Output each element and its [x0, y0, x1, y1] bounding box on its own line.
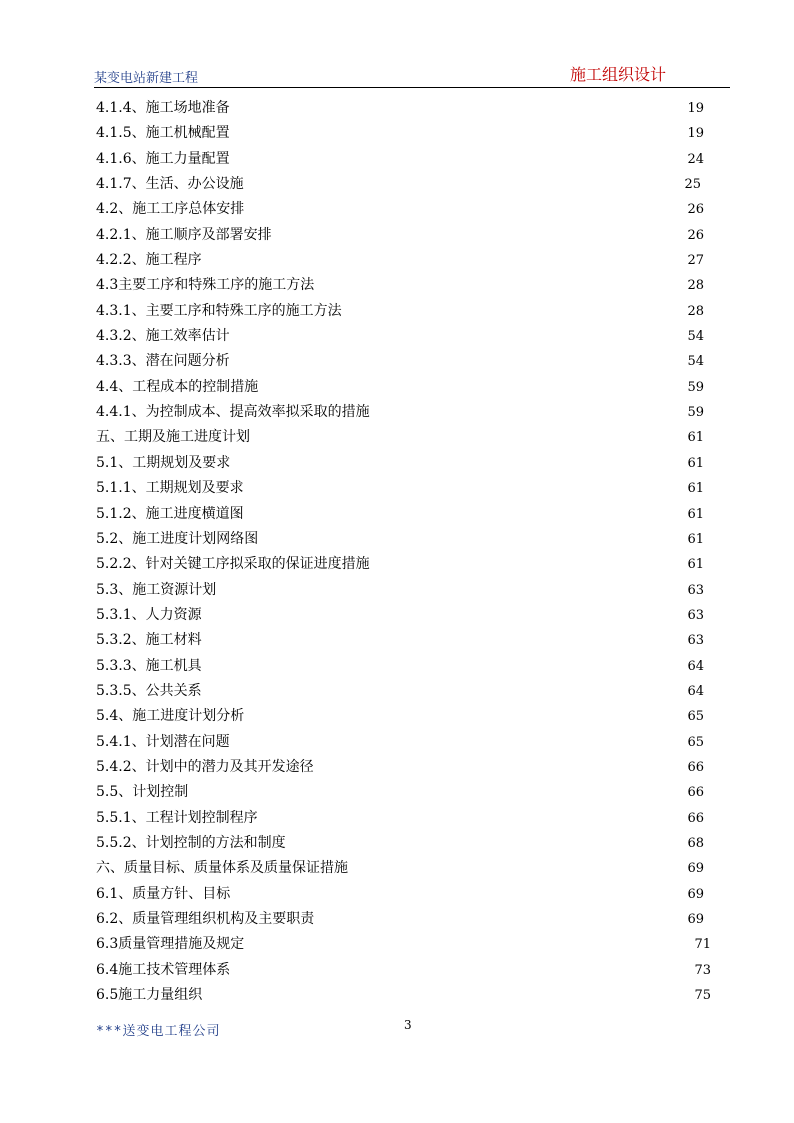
toc-entry-page: 69 — [687, 886, 704, 902]
toc-entry-page: 61 — [687, 531, 704, 547]
toc-entry[interactable] — [0, 223, 794, 248]
toc-entry[interactable] — [0, 654, 794, 679]
toc-entry-title: 4.1.4、施工场地准备 — [96, 100, 230, 116]
toc-entry[interactable] — [0, 147, 794, 172]
toc-entry-title: 5.4.2、计划中的潜力及其开发途径 — [96, 758, 314, 775]
toc-entry-title: 6.2、质量管理组织机构及主要职责 — [96, 911, 315, 927]
toc-entry-page: 65 — [687, 734, 704, 750]
toc-entry-title: 6.3质量管理措施及规定 — [96, 936, 245, 953]
toc-entry-page: 73 — [694, 962, 711, 978]
toc-entry[interactable] — [0, 451, 794, 476]
toc-entry-page: 64 — [687, 658, 704, 674]
toc-entry-title: 5.3、施工资源计划 — [96, 581, 217, 598]
toc-entry-page: 24 — [687, 151, 704, 167]
toc-entry-page: 66 — [687, 759, 704, 775]
toc-entry-title: 5.3.5、公共关系 — [96, 682, 202, 699]
toc-entry[interactable] — [0, 958, 794, 983]
document-type: 施工组织设计 — [569, 65, 666, 84]
toc-entry-title: 六、质量目标、质量体系及质量保证措施 — [96, 860, 348, 877]
toc-entry[interactable] — [0, 856, 794, 881]
page-header — [94, 62, 730, 88]
toc-entry[interactable] — [0, 502, 794, 527]
toc-entry-page: 71 — [694, 937, 711, 953]
toc-entry[interactable] — [0, 780, 794, 805]
toc-entry-title: 5.1.2、施工进度横道图 — [96, 505, 244, 522]
toc-entry-title: 5.5、计划控制 — [96, 784, 189, 801]
toc-entry-title: 5.2、施工进度计划网络图 — [96, 530, 259, 547]
toc-entry-page: 64 — [687, 683, 704, 699]
toc-entry-page: 66 — [687, 785, 704, 801]
project-name: 某变电站新建工程 — [94, 71, 199, 86]
toc-entry[interactable] — [0, 806, 794, 831]
toc-entry[interactable] — [0, 527, 794, 552]
toc-entry-title: 5.1、工期规划及要求 — [96, 454, 231, 471]
toc-entry-title: 5.4.1、计划潜在问题 — [96, 733, 230, 750]
toc-entry[interactable] — [0, 679, 794, 704]
toc-entry-page: 69 — [687, 861, 704, 877]
toc-entry-page: 26 — [687, 202, 704, 218]
toc-entry-title: 4.2、施工工序总体安排 — [96, 201, 245, 218]
toc-entry-page: 66 — [687, 810, 704, 826]
toc-entry-page: 54 — [687, 354, 704, 370]
footer-page-number: 3 — [404, 1018, 412, 1032]
toc-entry[interactable] — [0, 248, 794, 273]
toc-entry-title: 4.1.7、生活、办公设施 — [96, 176, 244, 193]
toc-entry[interactable] — [0, 197, 794, 222]
toc-entry-page: 69 — [687, 912, 704, 927]
toc-entry[interactable] — [0, 831, 794, 856]
toc-entry-page: 63 — [687, 633, 704, 649]
toc-entry-page: 61 — [687, 506, 704, 522]
toc-entry-title: 4.3.2、施工效率估计 — [96, 328, 230, 345]
toc-entry-title: 5.5.2、计划控制的方法和制度 — [96, 834, 286, 851]
toc-entry[interactable] — [0, 172, 794, 197]
toc-entry-title: 4.3主要工序和特殊工序的施工方法 — [96, 277, 315, 294]
toc-entry[interactable] — [0, 552, 794, 577]
toc-entry-page: 19 — [687, 126, 704, 142]
toc-entry[interactable] — [0, 324, 794, 349]
toc-entry-title: 五、工期及施工进度计划 — [96, 429, 250, 446]
toc-entry-title: 6.5施工力量组织 — [96, 987, 203, 1004]
toc-entry[interactable] — [0, 755, 794, 780]
toc-entry-page: 25 — [684, 177, 701, 193]
toc-entry-page: 59 — [687, 405, 704, 421]
toc-entry-title: 4.1.5、施工机械配置 — [96, 125, 230, 142]
toc-entry-title: 5.2.2、针对关键工序拟采取的保证进度措施 — [96, 556, 370, 573]
toc-entry-title: 4.3.1、主要工序和特殊工序的施工方法 — [96, 302, 342, 319]
toc-entry-title: 5.4、施工进度计划分析 — [96, 708, 245, 725]
toc-entry-title: 5.3.2、施工材料 — [96, 632, 202, 649]
toc-entry[interactable] — [0, 628, 794, 653]
toc-entry-page: 61 — [687, 455, 704, 471]
toc-entry-page: 26 — [687, 227, 704, 243]
toc-entry-title: 4.2.2、施工程序 — [96, 252, 202, 269]
toc-entry-title: 5.5.1、工程计划控制程序 — [96, 809, 258, 826]
toc-entry[interactable] — [0, 349, 794, 374]
toc-entry-title: 4.1.6、施工力量配置 — [96, 150, 230, 167]
toc-entry-page: 28 — [687, 278, 704, 294]
toc-entry-page: 19 — [687, 101, 704, 116]
toc-entry[interactable] — [0, 273, 794, 298]
toc-entry-title: 4.4.1、为控制成本、提高效率拟采取的措施 — [96, 404, 370, 421]
toc-entry-page: 28 — [687, 303, 704, 319]
toc-entry-page: 59 — [687, 379, 704, 395]
table-of-contents — [0, 96, 794, 1008]
toc-entry[interactable] — [0, 907, 794, 932]
toc-entry[interactable] — [0, 400, 794, 425]
toc-entry[interactable] — [0, 704, 794, 729]
toc-entry[interactable] — [0, 578, 794, 603]
toc-entry-page: 61 — [687, 481, 704, 497]
toc-entry-title: 4.2.1、施工顺序及部署安排 — [96, 226, 272, 243]
toc-entry-page: 63 — [687, 582, 704, 598]
toc-entry-page: 65 — [687, 709, 704, 725]
toc-entry-title: 6.4施工技术管理体系 — [96, 961, 231, 978]
toc-entry[interactable] — [0, 603, 794, 628]
toc-entry[interactable] — [0, 882, 794, 907]
toc-entry-title: 5.3.3、施工机具 — [96, 657, 202, 674]
toc-entry-page: 63 — [687, 607, 704, 623]
toc-entry[interactable] — [0, 730, 794, 755]
toc-entry-page: 54 — [687, 329, 704, 345]
toc-entry[interactable] — [0, 932, 794, 957]
toc-entry[interactable] — [0, 96, 794, 121]
toc-entry-title: 4.3.3、潜在问题分析 — [96, 353, 230, 370]
toc-entry-title: 5.3.1、人力资源 — [96, 606, 202, 623]
toc-entry-page: 27 — [687, 253, 704, 269]
toc-entry-title: 4.4、工程成本的控制措施 — [96, 378, 259, 395]
toc-entry-page: 61 — [687, 430, 704, 446]
toc-entry[interactable] — [0, 299, 794, 324]
toc-entry[interactable] — [0, 476, 794, 501]
toc-entry-title: 6.1、质量方针、目标 — [96, 885, 231, 902]
toc-entry-page: 68 — [687, 835, 704, 851]
footer-company-name: ***送变电工程公司 — [96, 1024, 221, 1039]
toc-entry-page: 61 — [687, 557, 704, 573]
toc-entry[interactable] — [0, 425, 794, 450]
toc-entry-page: 75 — [694, 988, 711, 1004]
toc-entry-title: 5.1.1、工期规划及要求 — [96, 480, 244, 497]
toc-entry[interactable] — [0, 121, 794, 146]
toc-entry[interactable] — [0, 375, 794, 400]
toc-entry[interactable] — [0, 983, 794, 1008]
